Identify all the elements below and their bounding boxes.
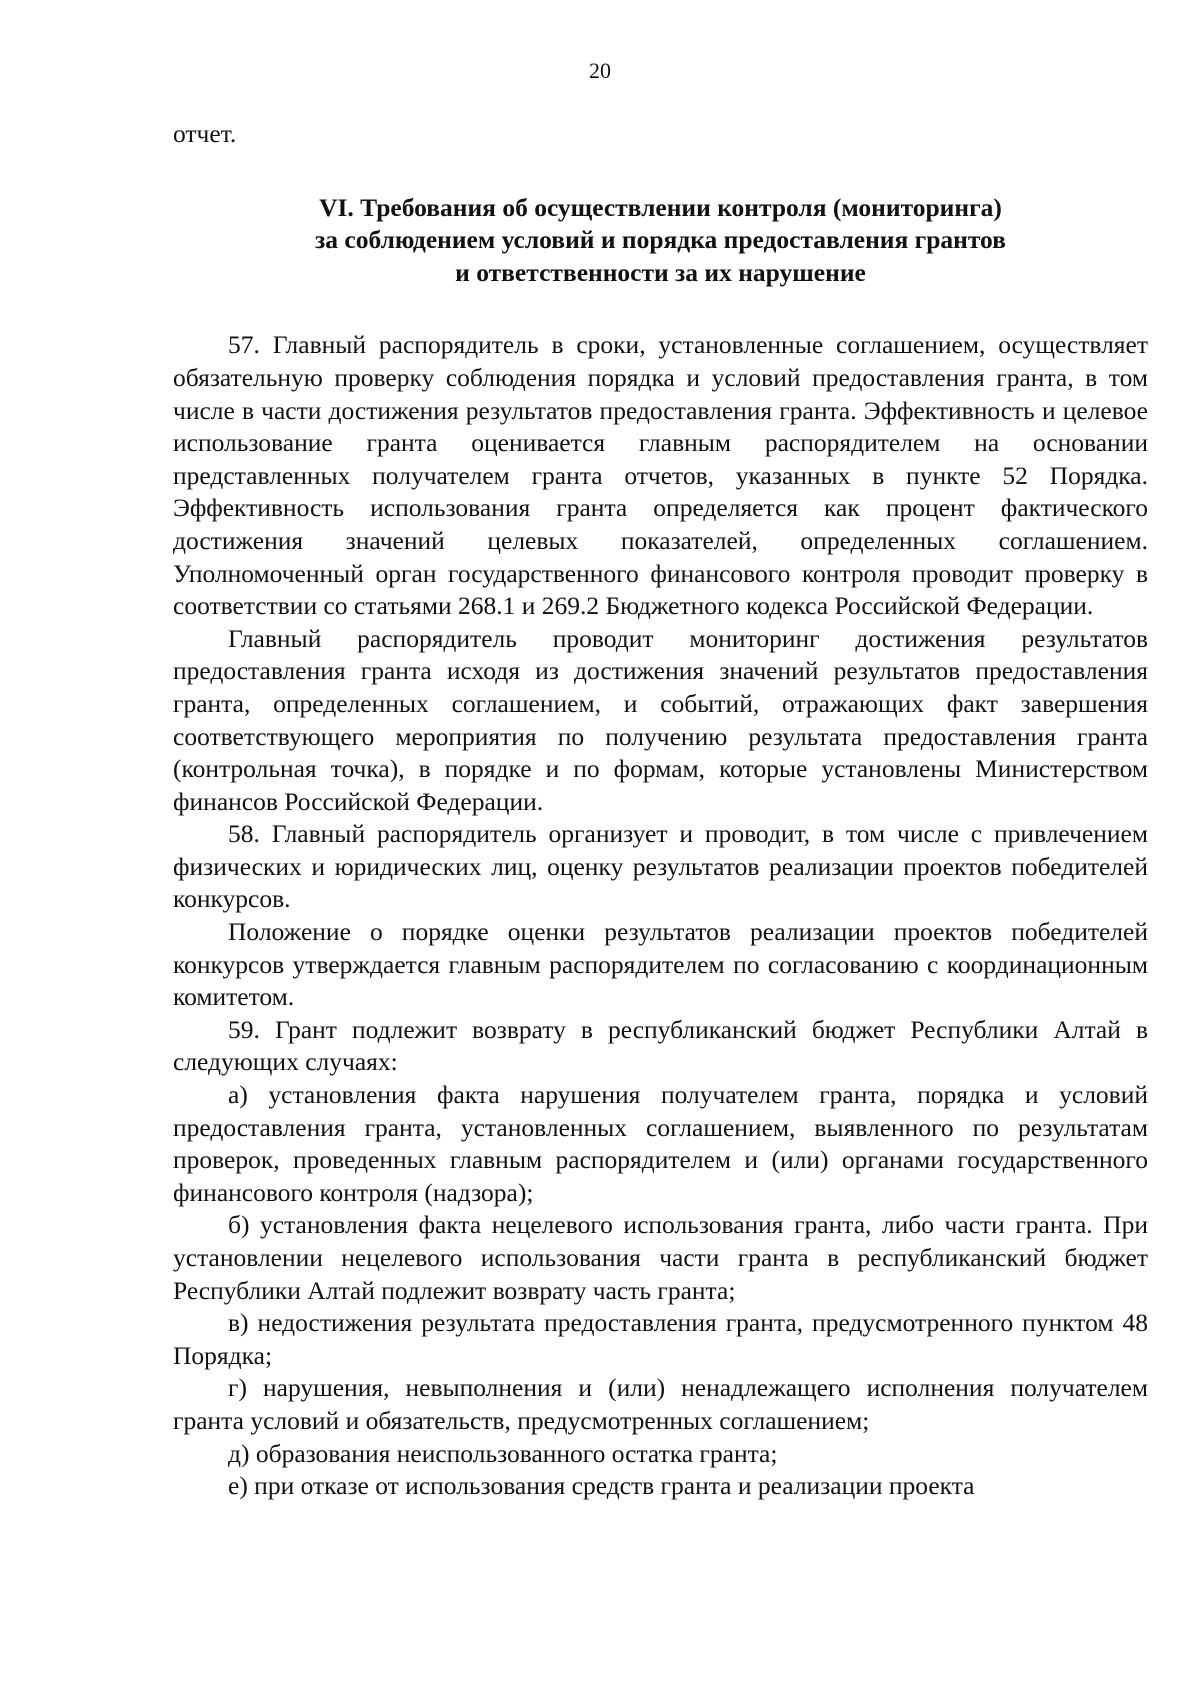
section-heading — [173, 192, 1148, 290]
paragraph-58: 58. Главный распорядитель организует и проводит, в том числе с привлечением физических и юридических лиц, оценку результатов реализации проектов победителей конкурсов. — [173, 819, 1148, 914]
list-item-v: в) недостижения результата предоставления гранта, предусмотренного пунктом 48 Порядка; — [173, 1308, 1148, 1370]
paragraph-monitoring: Главный распорядитель проводит мониторинг достижения результатов предоставления гранта исходя из достижения значений результатов предоставления гранта, определенных соглашением, и событий, отражающих факт завершения соответствующего мероприятия по получению результата предоставления гранта (контрольная точка), в порядке и по формам, которые установлены Министерством финансов Российской Федерации. — [173, 623, 1148, 816]
section-heading-line-1: VI. Требования об осуществлении контроля (мониторинга) — [319, 192, 1002, 222]
page-number: 20 — [589, 58, 611, 83]
list-item-a: а) установления факта нарушения получателем гранта, порядка и условий предоставления гранта, установленных соглашением, выявленного по результатам проверок, проведенных главным распорядителем и (или) органами государственного финансового контроля (надзора); — [173, 1080, 1148, 1207]
list-item-d: д) образования неиспользованного остатка гранта; — [228, 1438, 778, 1468]
paragraph-59: 59. Грант подлежит возврату в республиканский бюджет Республики Алтай в следующих случаях: — [173, 1014, 1148, 1077]
paragraph-evaluation-regulation: Положение о порядке оценки результатов реализации проектов победителей конкурсов утверждается главным распорядителем по согласованию с координационным комитетом. — [173, 917, 1148, 1012]
section-heading-line-3: и ответственности за их нарушение — [455, 257, 866, 287]
document-body — [173, 118, 1148, 1503]
section-heading-line-2: за соблюдением условий и порядка предоставления грантов — [315, 225, 1006, 255]
list-item-b: б) установления факта нецелевого использования гранта, либо части гранта. При установлении нецелевого использования части гранта в республиканский бюджет Республики Алтай подлежит возврату часть гранта; — [173, 1210, 1148, 1305]
paragraph-57: 57. Главный распорядитель в сроки, установленные соглашением, осуществляет обязательную проверку соблюдения порядка и условий предоставления гранта, в том числе в части достижения результатов предоставления гранта. Эффективность и целевое использование гранта оценивается главным распорядителем на основании представленных получателем гранта отчетов, указанных в пункте 52 Порядка. Эффективность использования гранта определяется как процент фактического достижения значений целевых показателей, определенных соглашением. Уполномоченный орган государственного финансового контроля проводит проверку в соответствии со статьями 268.1 и 269.2 Бюджетного кодекса Российской Федерации. — [173, 330, 1148, 621]
list-item-g: г) нарушения, невыполнения и (или) ненадлежащего исполнения получателем гранта условий и обязательств, предусмотренных соглашением; — [173, 1373, 1148, 1435]
continuation-text: отчет. — [173, 119, 237, 148]
list-item-e: е) при отказе от использования средств гранта и реализации проекта — [228, 1471, 975, 1501]
